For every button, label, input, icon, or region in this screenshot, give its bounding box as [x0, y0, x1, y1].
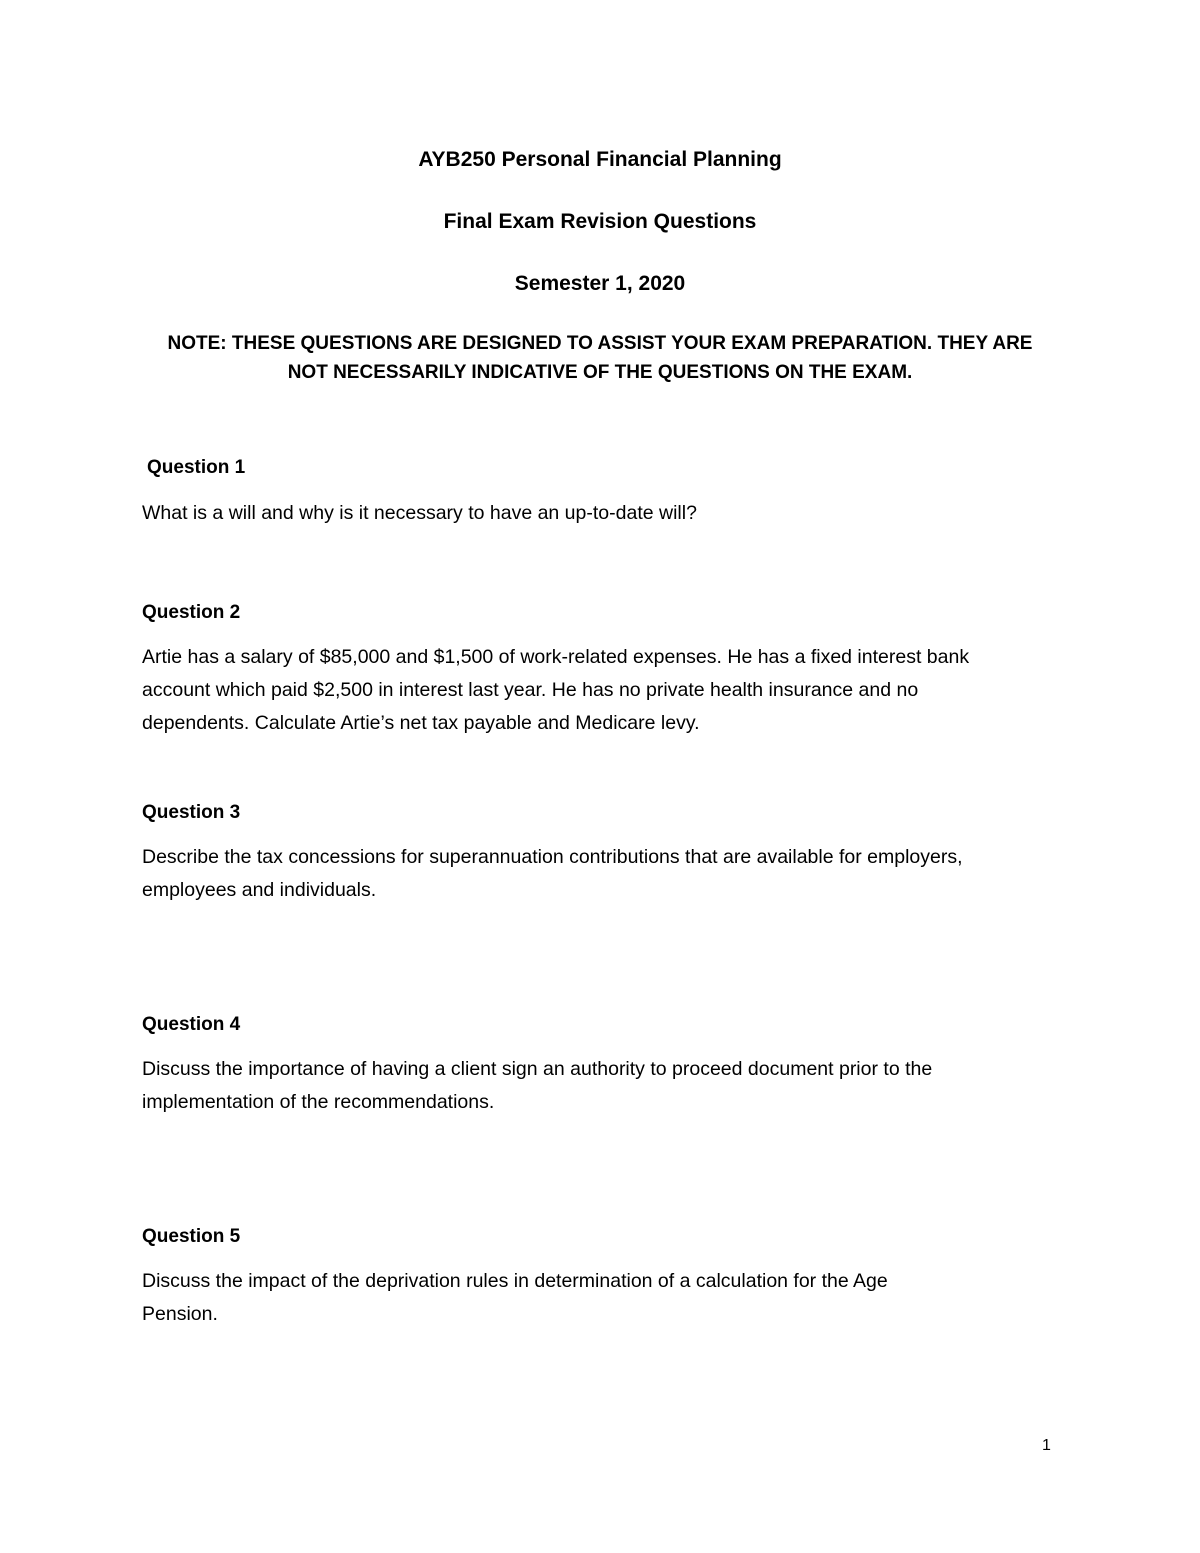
- exam-note-line: NOTE: THESE QUESTIONS ARE DESIGNED TO ASSIST YOUR EXAM PREPARATION. THEY ARE: [167, 333, 1033, 354]
- question-text-line: Discuss the impact of the deprivation rules in determination of a calculation for the Age: [142, 1270, 888, 1292]
- question-1-text: [142, 497, 1082, 530]
- question-text-line: Describe the tax concessions for superannuation contributions that are available for employers,: [142, 846, 963, 868]
- question-5-heading: Question 5: [142, 1226, 241, 1247]
- question-4-heading: Question 4: [142, 1014, 241, 1035]
- question-text-line: Pension.: [142, 1303, 218, 1325]
- exam-note-line: NOT NECESSARILY INDICATIVE OF THE QUESTIONS ON THE EXAM.: [287, 362, 913, 383]
- question-2-heading: Question 2: [142, 602, 241, 623]
- question-text-line: employees and individuals.: [142, 879, 377, 901]
- question-2-text: [142, 641, 1082, 740]
- question-3-text: [142, 841, 1082, 907]
- semester-label: Semester 1, 2020: [514, 272, 686, 295]
- exam-note: [100, 329, 1100, 387]
- question-1-heading: Question 1: [147, 457, 246, 478]
- course-title: AYB250 Personal Financial Planning: [418, 148, 782, 171]
- page-number: 1: [1042, 1437, 1051, 1454]
- question-4-text: [142, 1053, 1082, 1119]
- question-text-line: implementation of the recommendations.: [142, 1091, 495, 1113]
- question-text-line: What is a will and why is it necessary to have an up-to-date will?: [142, 502, 697, 524]
- question-text-line: Discuss the importance of having a client sign an authority to proceed document prior to the: [142, 1058, 933, 1080]
- question-text-line: account which paid $2,500 in interest last year. He has no private health insurance and no: [142, 679, 919, 701]
- question-text-line: dependents. Calculate Artie’s net tax payable and Medicare levy.: [142, 712, 700, 734]
- question-text-line: Artie has a salary of $85,000 and $1,500 of work-related expenses. He has a fixed interest bank: [142, 646, 970, 668]
- document-title: Final Exam Revision Questions: [443, 210, 757, 233]
- question-3-heading: Question 3: [142, 802, 241, 823]
- question-5-text: [142, 1265, 1082, 1331]
